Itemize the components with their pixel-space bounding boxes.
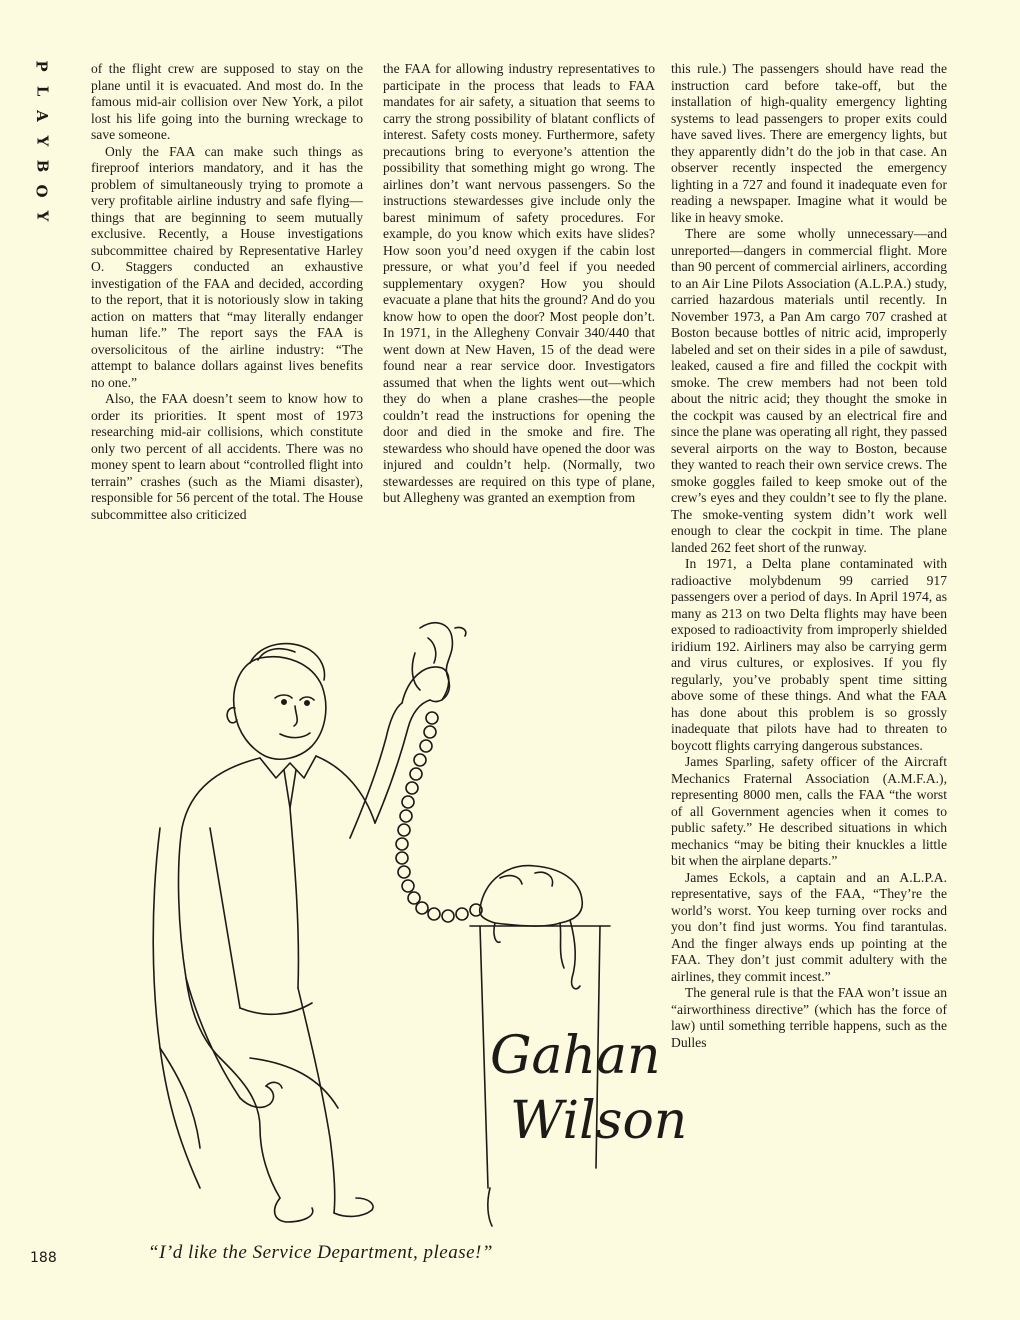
signature-line: Gahan <box>490 1026 661 1086</box>
man-raised-arm <box>350 667 449 838</box>
cartoon-caption: “I’d like the Service Department, please!” <box>148 1242 493 1263</box>
signature-line: Wilson <box>510 1091 688 1151</box>
masthead-letter: L <box>32 85 51 97</box>
masthead-letter: B <box>33 159 51 173</box>
masthead-vertical <box>31 58 53 224</box>
artist-signature <box>490 1026 687 1151</box>
paragraph: In 1971, a Delta plane contaminated with radioactive molybdenum 99 carried 917 passengers over a period of days. In April 1974, as many as 213 on two Delta flights may have been exposed to radioactivity from improperly shielded iridium 192. Airliners may also be carrying germ and virus cultures, or explosives. If you fly regularly, you’ve probably spent time sitting above some of these things. And what the FAA has done about this problem is so grossly inadequate that pilots have had to threaten to boycott flights carrying dangerous substances. <box>671 556 947 753</box>
man-tie <box>284 770 296 808</box>
masthead-letter: A <box>32 110 51 122</box>
paragraph: the FAA for allowing industry representatives to participate in the process that leads to FAA mandates for air safety, a situation that seems to carry the strong possibility of blatant conflicts of interest. Safety costs money. Furthermore, safety precautions bring to everyone’s attention the possibility that something might go wrong. The airlines don’t want nervous passengers. So the instructions stewardesses give include only the barest minimum of safety procedures. For example, do you know which exits have slides? How soon you’d need oxygen if the cabin lost pressure, or what you’d feel if you needed supplementary oxygen? How you should evacuate a plane that hits the ground? And do you know how to open the door? Most people don’t. In 1971, in the Allegheny Convair 340/440 that went down at New Haven, 15 of the dead were found near a rear service door. Investigators assumed that when the lights went out—which they do when a plane crashes—the people couldn’t read the instructions for opening the door and died in the smoke and fire. The stewardess who should have opened the door was injured and couldn’t help. (Normally, two stewardesses are required on this type of plane, but Allegheny was granted an exemption from <box>383 61 655 505</box>
man-head <box>227 644 326 760</box>
paragraph: There are some wholly unnecessary—and unreported—dangers in commercial flight. More than 90 percent of commercial airliners, according to an Air Line Pilots Association (A.L.P.A.) study, carried hazardous materials until recently. In November 1973, a Pan Am cargo 707 crashed at Boston because bottles of nitric acid, improperly labeled and set on their sides in a pile of sawdust, leaked, caused a fire and filled the cockpit with smoke. The crew members had not been told about the nitric acid; they thought the smoke in the cockpit was caused by an electrical fire and since the plane was operating all right, they passed several airports on the way to Boston, because they wanted to reach their own service crews. The smoke goggles failed to keep smoke out of the crew’s eyes and they couldn’t see to fly the plane. The smoke-venting system didn’t work well enough to clear the cockpit in time. The plane landed 262 feet short of the runway. <box>671 226 947 555</box>
paragraph: this rule.) The passengers should have read the instruction card before take-off, but the installation of high-quality emergency lighting systems to lead passengers to proper exits could have saved lives. There are emergency lights, but they apparently didn’t do the job in that case. An observer recently inspected the emergency lighting in a 727 and found it inadequate even for reading a newspaper. Imagine what it would be like in heavy smoke. <box>671 61 947 225</box>
phone-receiver <box>412 623 466 702</box>
paragraph: Also, the FAA doesn’t seem to know how to order its priorities. It spent most of 1973 researching mid-air collisions, which constitute only two percent of all accidents. There was no money spent to learn about “controlled flight into terrain” crashes (such as the Miami disaster), responsible for 56 percent of the total. The House subcommittee also criticized <box>91 391 363 522</box>
paragraph: of the flight crew are supposed to stay on the plane until it is evacuated. And most do. In the famous mid-air collision over New York, a pilot lost his life going into the burning wreckage to save someone. <box>91 61 363 142</box>
cartoon-illustration <box>90 608 688 1238</box>
man-collar <box>260 756 316 778</box>
masthead-letter: O <box>32 184 51 198</box>
phone-base-melted <box>480 866 583 989</box>
paragraph: Only the FAA can make such things as fireproof interiors mandatory, and it has the problem of simultaneously trying to promote a very profitable airline industry and safe flying—things that are beginning to seem mutually exclusive. Recently, a House investigations subcommittee chaired by Representative Harley O. Staggers conducted an exhaustive investigation of the FAA and decided, according to the report, that it is notoriously slow in taking action on matters that “may literally endanger human life.” The report says the FAA is oversolicitous of the airline industry: “The attempt to balance dollars against lives benefits no one.” <box>91 143 363 390</box>
man-legs <box>220 988 373 1222</box>
masthead-letter: P <box>33 60 51 72</box>
article-column-1 <box>91 61 363 601</box>
man-resting-arm <box>186 978 282 1107</box>
masthead-letter: Y <box>33 135 51 147</box>
paragraph: James Sparling, safety officer of the Aircraft Mechanics Fraternal Association (A.M.F.A.), representing 8000 men, calls the FAA “the worst of all Government agencies when it comes to public safety.” He described situations in which mechanics “may be biting their knuckles a little bit when the airplane departs.” <box>671 754 947 868</box>
phone-cord <box>396 712 482 922</box>
paragraph: James Eckols, a captain and an A.L.P.A. representative, says of the FAA, “They’re the world’s worst. You keep turning over rocks and you don’t find just worms. You find tarantulas. And the finger always ends up pointing at the FAA. They don’t just commit adultery with the airlines, they commit incest.” <box>671 869 947 984</box>
page-number: 188 <box>30 1250 57 1266</box>
article-column-2 <box>383 61 655 601</box>
man-body <box>179 756 375 1058</box>
article-column-3 <box>671 61 947 1281</box>
paragraph: The general rule is that the FAA won’t issue an “airworthiness directive” (which has the force of law) until something terrible happens, such as the Dulles <box>671 985 947 1050</box>
masthead-letter: Y <box>33 210 51 222</box>
